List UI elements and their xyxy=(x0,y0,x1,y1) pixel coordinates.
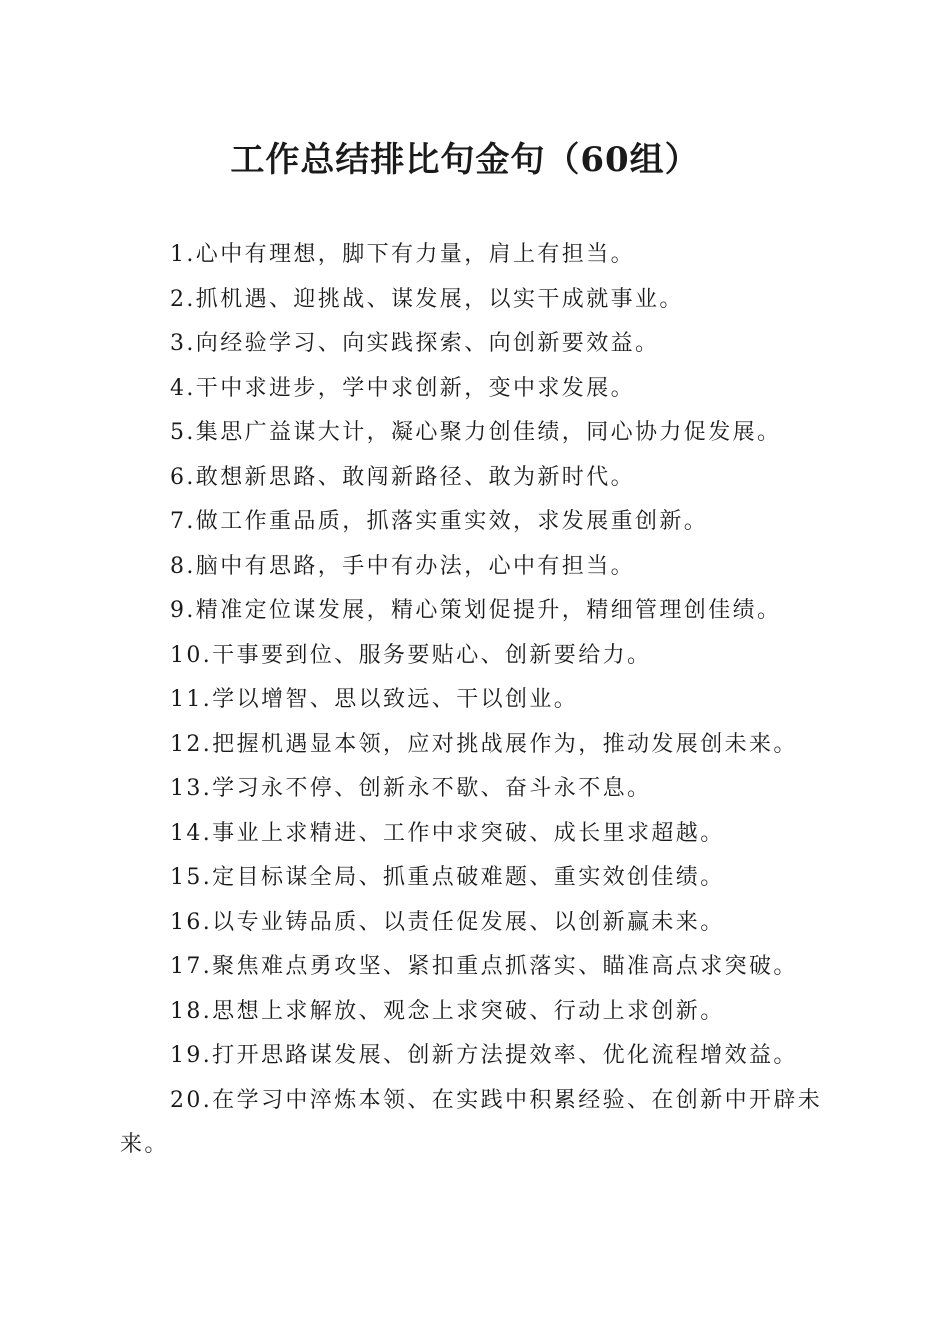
list-item: 3.向经验学习、向实践探索、向创新要效益。 xyxy=(170,331,660,356)
list-item: 2.抓机遇、迎挑战、谋发展，以实干成就事业。 xyxy=(170,286,684,312)
sentence-list xyxy=(120,233,840,1168)
list-item: 4.干中求进步，学中求创新，变中求发展。 xyxy=(170,375,635,401)
list-item: 5.集思广益谋大计，凝心聚力创佳绩，同心协力促发展。 xyxy=(170,420,782,445)
list-item: 1.心中有理想，脚下有力量，肩上有担当。 xyxy=(170,242,635,267)
list-item: 14.事业上求精进、工作中求突破、成长里求超越。 xyxy=(170,820,725,846)
list-item: 10.干事要到位、服务要贴心、创新要给力。 xyxy=(170,642,652,668)
list-item: 12.把握机遇显本领，应对挑战展作为，推动发展创未来。 xyxy=(170,731,798,757)
list-item: 8.脑中有思路，手中有办法，心中有担当。 xyxy=(170,553,635,579)
list-item: 15.定目标谋全局、抓重点破难题、重实效创佳绩。 xyxy=(170,865,725,890)
list-item: 20.在学习中淬炼本领、在实践中积累经验、在创新中开辟未来。 xyxy=(120,1087,823,1157)
list-item: 18.思想上求解放、观念上求突破、行动上求创新。 xyxy=(170,998,725,1024)
list-item: 17.聚焦难点勇攻坚、紧扣重点抓落实、瞄准高点求突破。 xyxy=(170,954,798,979)
list-item: 16.以专业铸品质、以责任促发展、以创新赢未来。 xyxy=(170,909,725,935)
list-item: 11.学以增智、思以致远、干以创业。 xyxy=(170,687,579,712)
list-item: 6.敢想新思路、敢闯新路径、敢为新时代。 xyxy=(170,464,635,490)
list-item: 7.做工作重品质，抓落实重实效，求发展重创新。 xyxy=(170,509,709,534)
list-item: 13.学习永不停、创新永不歇、奋斗永不息。 xyxy=(170,776,652,801)
list-item: 19.打开思路谋发展、创新方法提效率、优化流程增效益。 xyxy=(170,1043,798,1068)
list-item: 9.精准定位谋发展，精心策划促提升，精细管理创佳绩。 xyxy=(170,598,782,623)
page-title: 工作总结排比句金句（60组） xyxy=(230,140,700,180)
